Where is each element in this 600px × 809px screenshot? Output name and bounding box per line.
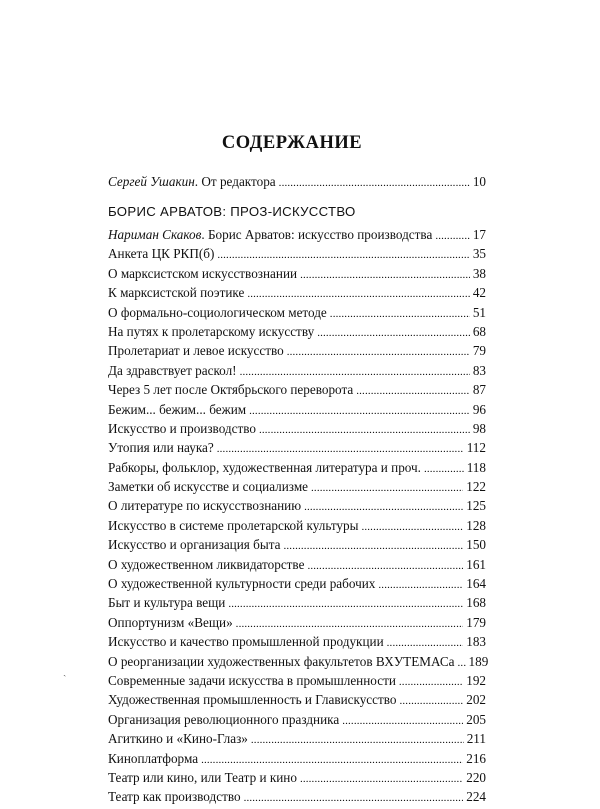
toc-entry-title: Современные задачи искусства в промышленности: [108, 672, 396, 688]
toc-entry[interactable]: [108, 400, 486, 419]
toc-entry-page: 220: [466, 769, 486, 785]
toc-entry-label: [108, 632, 384, 651]
toc-entry-page: 128: [466, 517, 486, 533]
page-title: СОДЕРЖАНИЕ: [221, 133, 363, 153]
toc-entry-title: О реорганизации художественных факультетов ВХУТЕМАСа: [108, 653, 455, 669]
toc-entry-title: Искусство в системе пролетарской культуры: [108, 517, 359, 533]
toc-entry-title: На путях к пролетарскому искусству: [108, 323, 315, 339]
toc-entry-title: Пролетариат и левое искусство: [108, 343, 284, 359]
toc-entry-page: 17: [472, 227, 486, 242]
toc-entry-title: Рабкоры, фольклор, художественная литература и проч.: [108, 459, 421, 475]
toc-entry-label: [108, 458, 421, 477]
leader-dots: [387, 632, 464, 653]
toc-entry-page: 83: [472, 362, 486, 378]
toc-entry-label: [108, 768, 297, 787]
toc-entry-page: 51: [472, 304, 486, 320]
toc-entry-label: [108, 264, 297, 283]
toc-entry-page: 42: [472, 285, 486, 301]
toc-entry-title: О художественной культурности среди рабочих: [108, 576, 376, 592]
leader-dots: [311, 477, 463, 498]
toc-entry-label: [108, 690, 397, 709]
toc-entry-label: [108, 671, 396, 690]
toc-entry-label: [108, 613, 233, 632]
toc-entry[interactable]: [108, 632, 486, 651]
toc-entry-label: [108, 361, 237, 380]
leader-dots: [399, 671, 463, 692]
leader-dots: [240, 361, 470, 382]
toc-entry-label: [108, 535, 281, 554]
toc-entry-label: [108, 244, 214, 263]
toc-entry-title: О литературе по искусствознанию: [108, 498, 302, 514]
toc-entry-label: [108, 516, 358, 535]
leader-dots: [300, 768, 463, 789]
toc-entry[interactable]: [108, 690, 486, 709]
leader-dots: [300, 264, 470, 285]
toc-entry[interactable]: [108, 671, 486, 690]
toc-entry-label: [108, 477, 308, 496]
margin-mark: ˎ: [63, 666, 67, 677]
toc-entry-title: Оппортунизм «Вещи»: [108, 614, 233, 630]
toc-entry-author: Сергей Ушакин: [108, 174, 195, 189]
toc-entry-page: 179: [466, 614, 486, 630]
leader-dots: [217, 438, 464, 459]
toc-entry-page: 202: [466, 692, 486, 708]
toc-entry-title: Художественная промышленность и Главискусство: [108, 692, 397, 708]
toc-entry-page: 192: [466, 672, 486, 688]
toc-entry-title: . Борис Арватов: искусство производства: [201, 227, 433, 242]
toc-entry-title: О художественном ликвидаторстве: [108, 556, 305, 572]
toc-entry-page: 96: [472, 401, 486, 417]
toc-entry-title: Через 5 лет после Октябрьского переворота: [108, 382, 354, 398]
toc-entry-page: 183: [466, 634, 486, 650]
toc-entry-label: [108, 322, 314, 341]
toc-entry-title: Искусство и организация быта: [108, 537, 281, 553]
toc-entry[interactable]: [108, 768, 486, 787]
leader-dots: [342, 710, 463, 731]
toc-entry-label: [108, 303, 327, 322]
toc-entry-title: Утопия или наука?: [108, 440, 214, 456]
leader-dots: [201, 749, 463, 770]
toc-entry-page: 10: [472, 174, 486, 189]
toc-entry-title: Анкета ЦК РКП(б): [108, 246, 215, 262]
toc-entry-author: Нариман Скаков: [108, 227, 202, 242]
toc-entry-label: [108, 749, 198, 768]
toc-entry-title: Организация революционного праздника: [108, 711, 340, 727]
toc-entry[interactable]: [108, 303, 486, 322]
toc-entry-label: [108, 380, 353, 399]
toc-entry-title: Киноплатформа: [108, 750, 199, 766]
leader-dots: [244, 787, 464, 808]
leader-dots: [424, 458, 464, 479]
toc-entry-label: [108, 574, 375, 593]
toc-entry[interactable]: [108, 322, 486, 341]
toc-entry-label: [108, 593, 225, 612]
toc-entry-label: [108, 225, 432, 244]
leader-dots: [317, 322, 470, 343]
leader-dots: [378, 574, 463, 595]
toc-entry-label: [108, 172, 276, 191]
toc-entry-label: [108, 729, 248, 748]
toc-entry-title: Заметки об искусстве и социализме: [108, 479, 309, 495]
leader-dots: [330, 303, 470, 324]
toc-entry-label: [108, 400, 246, 419]
toc-entry-title: . От редактора: [194, 174, 276, 189]
toc-entry-page: 79: [472, 343, 486, 359]
toc-entry-page: 35: [472, 246, 486, 262]
leader-dots: [259, 419, 470, 440]
toc-entry-page: 216: [466, 750, 486, 766]
toc-entry-page: 189: [468, 653, 489, 669]
toc-entry[interactable]: [108, 516, 486, 535]
leader-dots: [307, 555, 463, 576]
toc-entry[interactable]: [108, 225, 486, 244]
toc-entry-title: Театр или кино, или Театр и кино: [108, 769, 297, 785]
toc-entry-title: Бежим... бежим... бежим: [108, 401, 247, 417]
leader-dots: [400, 690, 464, 711]
toc-entry[interactable]: [108, 710, 486, 729]
toc-entry-label: [108, 787, 241, 806]
toc-entry-page: 98: [472, 420, 486, 436]
toc-entry[interactable]: [108, 787, 486, 806]
toc-entry-page: 224: [466, 789, 486, 805]
toc-entry[interactable]: [108, 574, 486, 593]
toc-entry[interactable]: [108, 535, 486, 554]
toc-entry-page: 87: [472, 382, 486, 398]
leader-dots: [356, 380, 470, 401]
toc-entry[interactable]: [108, 477, 486, 496]
toc-entry[interactable]: [108, 652, 489, 671]
toc-entry-page: 38: [472, 265, 486, 281]
leader-dots: [228, 593, 463, 614]
leader-dots: [361, 516, 463, 537]
toc-entry-page: 211: [466, 731, 486, 747]
toc-entry-title: Быт и культура вещи: [108, 595, 226, 611]
toc-entry[interactable]: [108, 593, 486, 612]
toc-entry-label: [108, 710, 339, 729]
leader-dots: [247, 283, 469, 304]
toc-entry-title: К марксистской поэтике: [108, 285, 245, 301]
toc-entry[interactable]: [108, 555, 486, 574]
leader-dots: [251, 729, 464, 750]
leader-dots: [279, 172, 470, 193]
toc-entry-page: 205: [466, 711, 486, 727]
leader-dots: [458, 652, 466, 673]
toc-entry[interactable]: [108, 264, 486, 283]
leader-dots: [287, 341, 470, 362]
toc-entry-page: 161: [466, 556, 486, 572]
toc-entry-page: 164: [466, 576, 486, 592]
toc-entry-label: [108, 341, 284, 360]
toc-entry-title: Да здравствует раскол!: [108, 362, 237, 378]
toc-entry[interactable]: [108, 729, 486, 748]
toc-entry[interactable]: [108, 458, 486, 477]
toc-entry[interactable]: [108, 438, 486, 457]
toc-entry-title: Искусство и производство: [108, 420, 256, 436]
toc-entry-page: 150: [466, 537, 486, 553]
toc-entry-page: 118: [466, 459, 486, 475]
toc-list: [108, 225, 489, 807]
toc-entry[interactable]: [108, 613, 486, 632]
toc-entry-editor[interactable]: [108, 172, 486, 191]
leader-dots: [284, 535, 464, 556]
toc-entry-page: 125: [466, 498, 486, 514]
toc-entry[interactable]: [108, 283, 486, 302]
toc-entry-page: 122: [466, 479, 486, 495]
toc-entry[interactable]: [108, 380, 486, 399]
toc-entry-label: [108, 496, 301, 515]
toc-entry-label: [108, 419, 256, 438]
toc-entry[interactable]: [108, 749, 486, 768]
toc-entry-title: Агиткино и «Кино-Глаз»: [108, 731, 248, 747]
leader-dots: [217, 244, 469, 265]
toc-entry[interactable]: [108, 419, 486, 438]
toc-entry[interactable]: [108, 496, 486, 515]
toc-entry-title: О формально-социологическом методе: [108, 304, 327, 320]
toc-entry-title: Искусство и качество промышленной продукции: [108, 634, 384, 650]
leader-dots: [249, 400, 470, 421]
toc-entry-label: [108, 438, 214, 457]
toc-entry-title: Театр как производство: [108, 789, 241, 805]
toc-entry-title: О марксистском искусствознании: [108, 265, 298, 281]
toc-entry-label: [108, 283, 244, 302]
toc-entry-label: [108, 555, 304, 574]
toc-entry-label: [108, 652, 455, 671]
toc-entry-page: 168: [466, 595, 486, 611]
leader-dots: [304, 496, 463, 517]
leader-dots: [236, 613, 464, 634]
toc-entry-page: 68: [472, 323, 486, 339]
toc-entry-page: 112: [466, 440, 486, 456]
toc-entry[interactable]: [108, 341, 486, 360]
section-heading: БОРИС АРВАТОВ: ПРОЗ-ИСКУССТВО: [108, 204, 356, 219]
toc-entry[interactable]: [108, 361, 486, 380]
leader-dots: [435, 225, 470, 246]
toc-entry[interactable]: [108, 244, 486, 263]
